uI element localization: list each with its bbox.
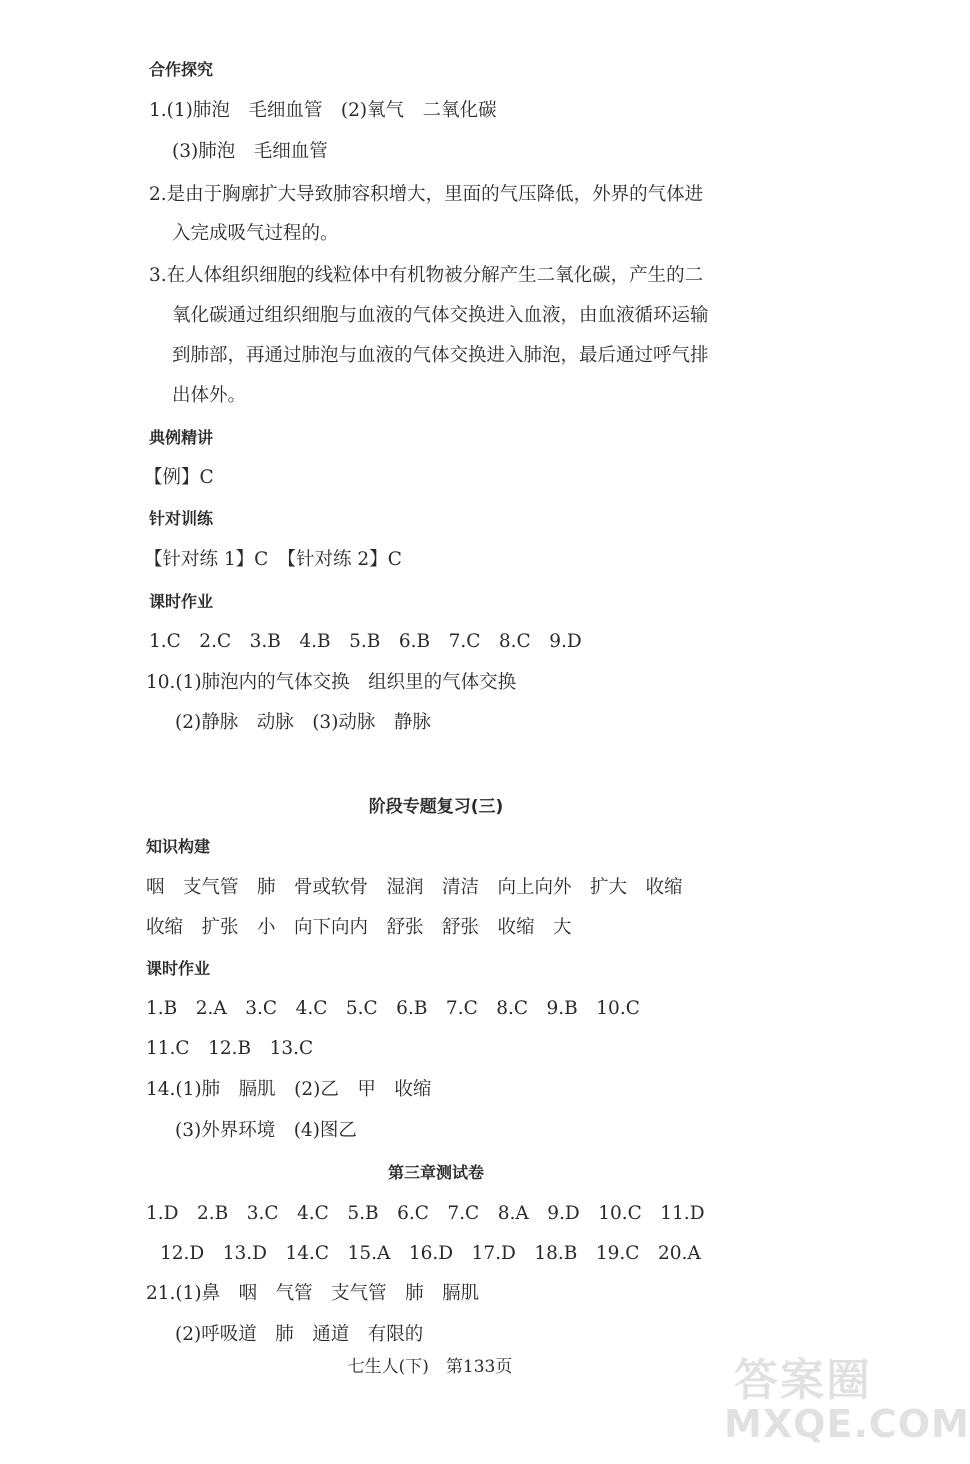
text-line: 【针对练 1】C 【针对练 2】C [144, 549, 402, 570]
watermark-logo [724, 1344, 970, 1454]
text-line: 1.C 2.C 3.B 4.B 5.B 6.B 7.C 8.C 9.D [149, 631, 582, 652]
heading-hezuo: 合作探究 [149, 60, 214, 79]
text-line: 10.(1)肺泡内的气体交换 组织里的气体交换 [146, 672, 517, 693]
text-line: 1.B 2.A 3.C 4.C 5.C 6.B 7.C 8.C 9.B 10.C [146, 998, 640, 1019]
text-line: 21.(1)鼻 咽 气管 支气管 肺 膈肌 [146, 1283, 480, 1304]
text-line: (3)肺泡 毛细血管 [172, 141, 328, 162]
text-line: 出体外。 [172, 385, 247, 406]
text-line: 入完成吸气过程的。 [172, 223, 339, 244]
watermark-url: MXQE.COM [724, 1402, 970, 1446]
page-footer: 七生人(下) 第133页 [347, 1357, 513, 1377]
section-title-ceshi: 第三章测试卷 [387, 1163, 484, 1182]
heading-zhendui: 针对训练 [149, 509, 214, 528]
text-line: (2)呼吸道 肺 通道 有限的 [175, 1324, 424, 1345]
text-line: 收缩 扩张 小 向下向内 舒张 舒张 收缩 大 [146, 917, 572, 938]
text-line: 咽 支气管 肺 骨或软骨 湿润 清洁 向上向外 扩大 收缩 [146, 877, 683, 898]
text-line: 14.(1)肺 膈肌 (2)乙 甲 收缩 [146, 1079, 432, 1100]
text-line: (3)外界环境 (4)图乙 [175, 1120, 357, 1141]
text-line: 3.在人体组织细胞的线粒体中有机物被分解产生二氧化碳，产生的二 [149, 265, 704, 286]
text-line: 【例】C [144, 467, 214, 488]
section-title-jieduan: 阶段专题复习(三) [368, 797, 504, 817]
text-line: 2.是由于胸廓扩大导致肺容积增大，里面的气压降低，外界的气体进 [149, 184, 704, 205]
heading-keshi: 课时作业 [146, 959, 211, 978]
text-line: 11.C 12.B 13.C [146, 1038, 314, 1059]
heading-zhishi: 知识构建 [146, 837, 211, 856]
text-line: 1.D 2.B 3.C 4.C 5.B 6.C 7.C 8.A 9.D 10.C 11.D [146, 1203, 705, 1224]
text-line: (2)静脉 动脉 (3)动脉 静脉 [175, 712, 431, 733]
heading-dianli: 典例精讲 [149, 428, 214, 447]
text-line: 到肺部，再通过肺泡与血液的气体交换进入肺泡，最后通过呼气排 [172, 345, 709, 366]
heading-keshi: 课时作业 [149, 592, 214, 611]
text-line: 12.D 13.D 14.C 15.A 16.D 17.D 18.B 19.C 20.A [160, 1243, 701, 1264]
watermark-text: 答案圈 [734, 1355, 872, 1406]
text-line: 1.(1)肺泡 毛细血管 (2)氧气 二氧化碳 [149, 100, 497, 121]
text-line: 氧化碳通过组织细胞与血液的气体交换进入血液，由血液循环运输 [172, 305, 709, 326]
